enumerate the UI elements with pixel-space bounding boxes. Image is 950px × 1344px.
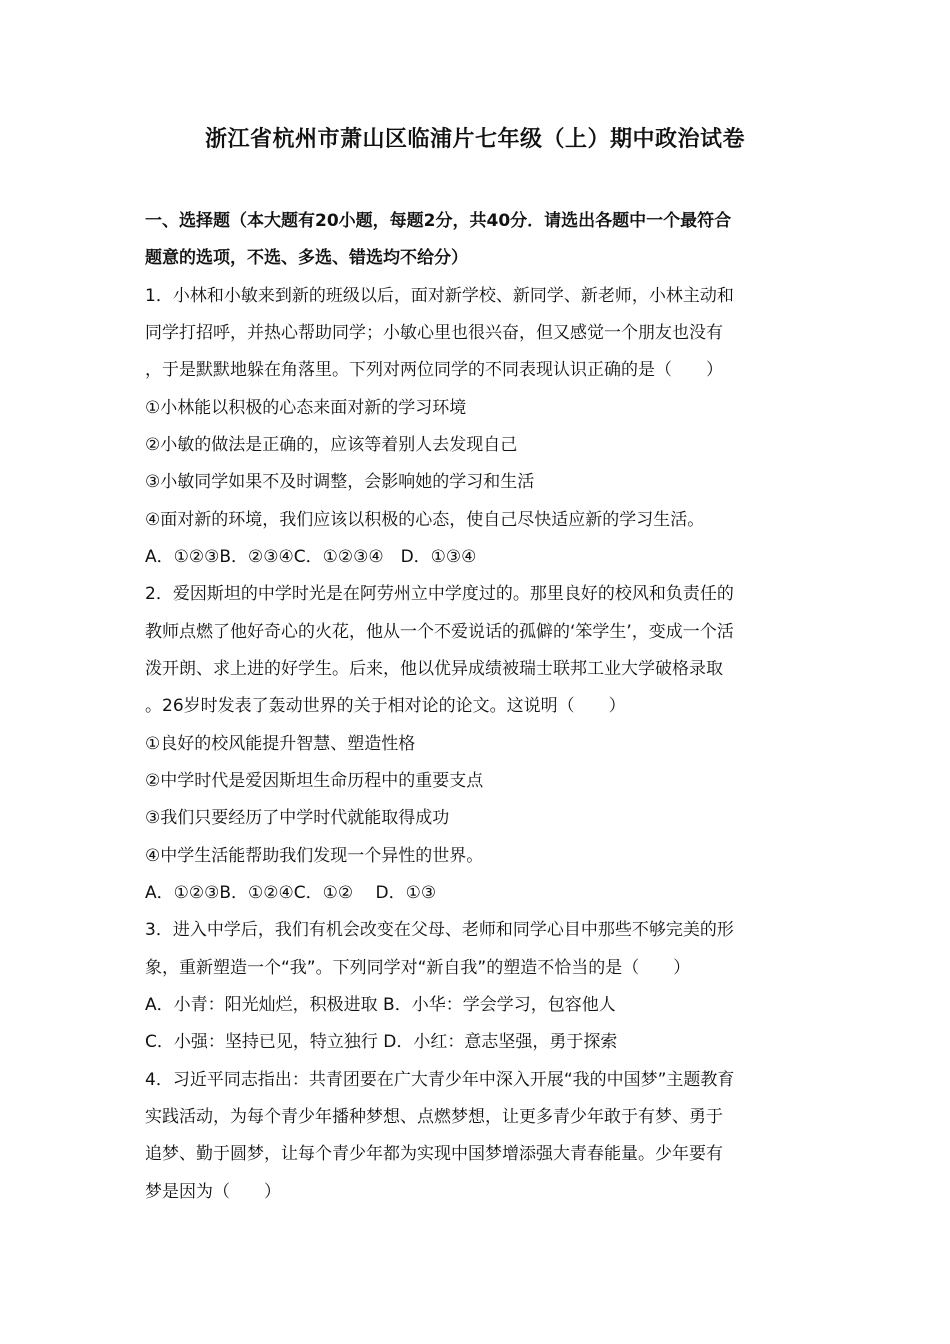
q1-stem-line-1: 1．小林和小敏来到新的班级以后，面对新学校、新同学、新老师，小林主动和 xyxy=(145,286,734,306)
section-heading-line-1: 一、选择题（本大题有20小题，每题2分，共40分．请选出各题中一个最符合 xyxy=(145,211,732,231)
q2-stem-line-2: 教师点燃了他好奇心的火花，他从一个不爱说话的孤僻的‘笨学生’，变成一个活 xyxy=(145,622,734,642)
q1-statement-2: ②小敏的做法是正确的，应该等着别人去发现自己 xyxy=(145,435,518,455)
q2-stem-line-4: 。26岁时发表了轰动世界的关于相对论的论文。这说明（ ） xyxy=(145,696,626,716)
page-title: 浙江省杭州市萧山区临浦片七年级（上）期中政治试卷 xyxy=(204,127,745,152)
q2-options: A．①②③B．①②④C．①② D．①③ xyxy=(145,883,437,903)
q2-stem-line-1: 2．爱因斯坦的中学时光是在阿劳州立中学度过的。那里良好的校风和负责任的 xyxy=(145,584,734,604)
q1-statement-3: ③小敏同学如果不及时调整，会影响她的学习和生活 xyxy=(145,472,535,492)
q2-statement-2: ②中学时代是爱因斯坦生命历程中的重要支点 xyxy=(145,771,484,791)
q3-stem-line-1: 3．进入中学后，我们有机会改变在父母、老师和同学心目中那些不够完美的形 xyxy=(145,920,734,940)
q1-options: A．①②③B．②③④C．①②③④ D．①③④ xyxy=(145,547,477,567)
section-heading-line-2: 题意的选项，不选、多选、错选均不给分） xyxy=(145,248,468,268)
q1-statement-4: ④面对新的环境，我们应该以积极的心态，使自己尽快适应新的学习生活。 xyxy=(145,510,705,530)
q4-stem-line-4: 梦是因为（ ） xyxy=(145,1182,281,1202)
q2-statement-1: ①良好的校风能提升智慧、塑造性格 xyxy=(145,734,416,754)
q1-statement-1: ①小林能以积极的心态来面对新的学习环境 xyxy=(145,398,467,418)
q4-stem-line-1: 4．习近平同志指出：共青团要在广大青少年中深入开展“我的中国梦”主题教育 xyxy=(145,1070,735,1090)
q4-stem-line-3: 追梦、勤于圆梦，让每个青少年都为实现中国梦增添强大青春能量。少年要有 xyxy=(145,1144,723,1164)
q1-stem-line-2: 同学打招呼，并热心帮助同学；小敏心里也很兴奋，但又感觉一个朋友也没有 xyxy=(145,323,723,343)
q1-stem-line-3: ，于是默默地躲在角落里。下列对两位同学的不同表现认识正确的是（ ） xyxy=(145,360,723,380)
q4-stem-line-2: 实践活动，为每个青少年播种梦想、点燃梦想，让更多青少年敢于有梦、勇于 xyxy=(145,1107,723,1127)
q3-options-line-2: C．小强：坚持已见，特立独行 D．小红：意志坚强，勇于探索 xyxy=(145,1032,618,1052)
q2-statement-3: ③我们只要经历了中学时代就能取得成功 xyxy=(145,808,450,828)
q3-stem-line-2: 象，重新塑造一个“我”。下列同学对“新自我”的塑造不恰当的是（ ） xyxy=(145,958,691,978)
q2-statement-4: ④中学生活能帮助我们发现一个异性的世界。 xyxy=(145,846,484,866)
q2-stem-line-3: 泼开朗、求上进的好学生。后来，他以优异成绩被瑞士联邦工业大学破格录取 xyxy=(145,659,723,679)
q3-options-line-1: A．小青：阳光灿烂，积极进取 B．小华：学会学习，包容他人 xyxy=(145,995,616,1015)
